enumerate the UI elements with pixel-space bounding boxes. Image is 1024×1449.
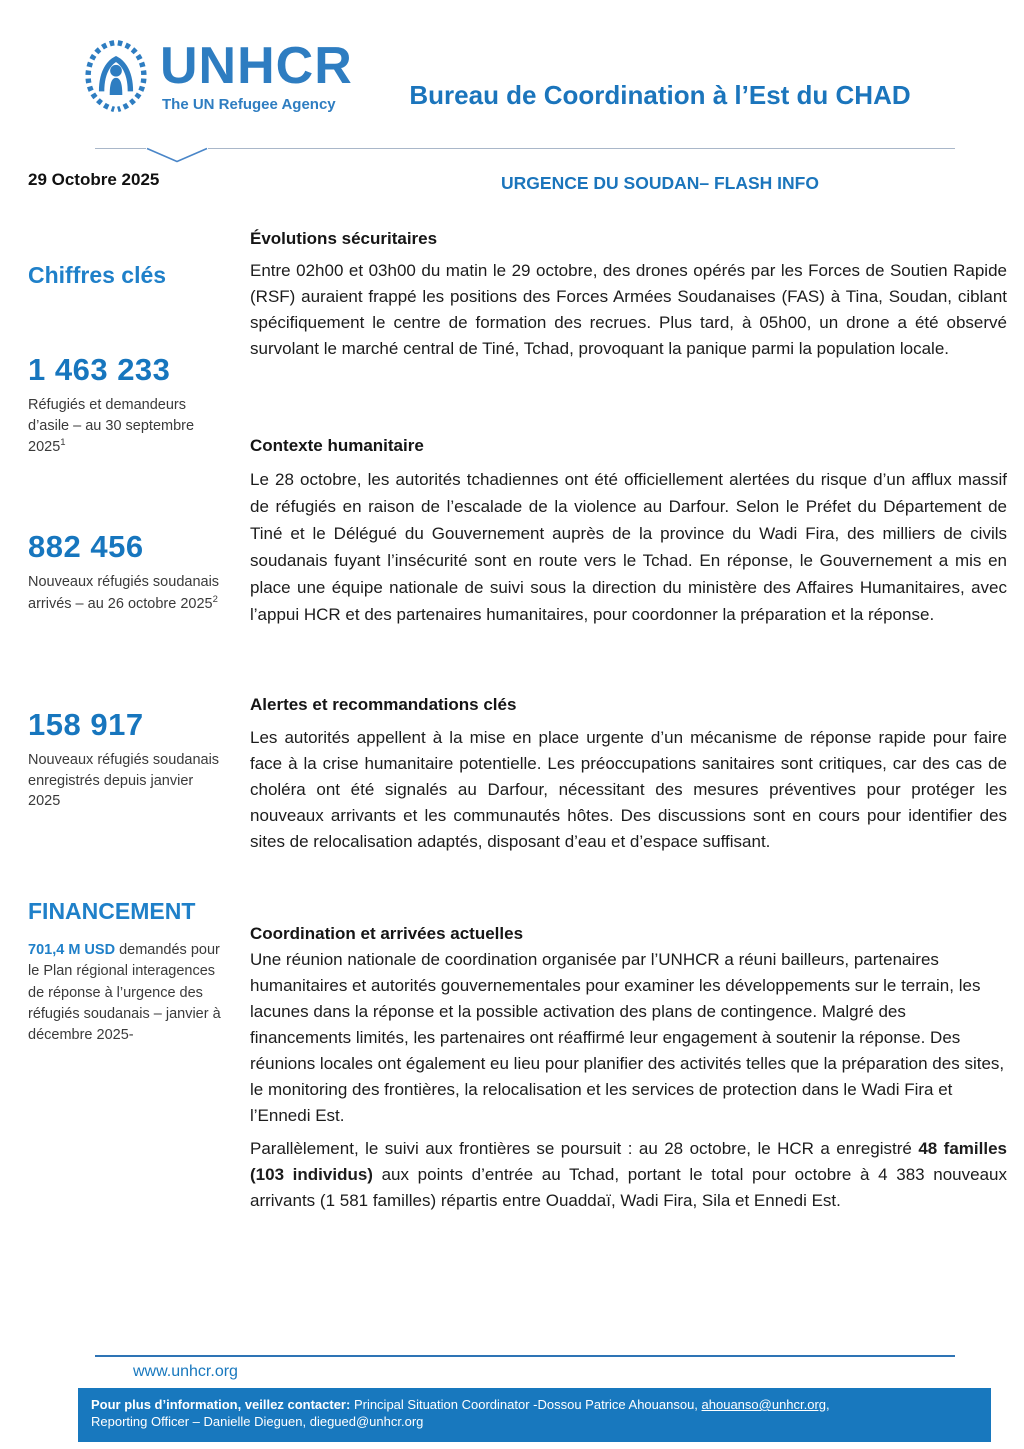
funding-amount: 701,4 M USD [28,942,116,958]
unhcr-emblem-icon [80,36,152,123]
section-body-alerts: Les autorités appellent à la mise en place urgente d’un mécanisme de réponse rapide pour faire face à la crise humanitaire potentielle. Les préoccupations sanitaires sont critiques, car des cas de choléra ont été signalés au Darfour, nécessitant des mesures préventives pour protéger les nouveaux arrivants et les communautés hôtes. Des discussions sont en cours pour identifier des sites de relocalisation adaptés, disposant d’eau et d’espace suffisant. [250,728,1007,851]
contact-line-2: Reporting Officer – Danielle Dieguen, diegued@unhcr.org [91,1414,424,1429]
stat-caption [28,572,223,614]
stat-value: 158 917 [28,707,144,742]
funding-text [28,940,226,1047]
section-body-security: Entre 02h00 et 03h00 du matin le 29 octobre, des drones opérés par les Forces de Soutien Rapide (RSF) auraient frappé les positions des Forces Armées Soudanaises (FAS) à Tina, Soudan, ciblant spécifiquement le centre de formation des recrues. Plus tard, à 05h00, un drone a été observé survolant le marché central de Tiné, Tchad, provoquant la panique parmi la population locale. [250,261,1007,358]
section-heading-security: Évolutions sécuritaires [250,229,438,248]
stat-registered-refugees [28,707,223,812]
contact-separator: , [826,1397,830,1412]
section-body-humanitarian-context: Le 28 octobre, les autorités tchadiennes ont été officiellement alertées du risque d’un afflux massif de réfugiés en raison de l’escalade de la violence au Darfour. Selon le Préfet du Département de Tiné et le Délégué du Gouvernement auprès de la province du Wadi Fira, des milliers de civils soudanais fuyant l’insécurité sont en route vers le Tchad. En réponse, le Gouvernement a mis en place une équipe nationale de suivi sous la direction du ministère des Affaires Humanitaires, avec l’appui HCR et des partenaires humanitaires, pour coordonner la préparation et la réponse. [250,470,1007,624]
flash-info-title: URGENCE DU SOUDAN– FLASH INFO [501,173,819,193]
section-heading-alerts: Alertes et recommandations clés [250,695,517,714]
header-divider [95,148,955,149]
closing-text-end: aux points d’entrée au Tchad, portant le total pour octobre à 4 383 nouveaux arrivants (1 581 familles) répartis entre Ouaddaï, Wadi Fira, Sila et Ennedi Est. [250,1165,1007,1210]
stat-caption-text: Réfugiés et demandeurs d’asile – au 30 septembre 2025 [28,397,195,455]
document-title: Bureau de Coordination à l’Est du CHAD [409,80,911,110]
contact-label: Pour plus d’information, veillez contacter: [91,1397,351,1412]
footnote-marker: 2 [212,593,218,605]
stat-caption-text: Nouveaux réfugiés soudanais enregistrés depuis janvier 2025 [28,752,220,810]
section-body-coordination: Une réunion nationale de coordination organisée par l’UNHCR a réuni bailleurs, partenaires humanitaires et autorités gouvernementales pour examiner les développements sur le terrain, les lacunes dans la réponse et la possible activation des plans de contingence. Malgré des financements limités, les partenaires ont réaffirmé leur engagement à soutenir la réponse. Des réunions locales ont également eu lieu pour planifier des activités telles que la préparation des sites, le monitoring des frontières, la relocalisation et les services de protection dans le Wadi Fira et l’Ennedi Est. [250,950,1005,1125]
chevron-down-icon [146,147,208,169]
unhcr-website-link[interactable]: www.unhcr.org [133,1363,238,1380]
unhcr-wordmark: UNHCR [160,37,353,95]
stat-value: 1 463 233 [28,352,171,387]
funding-description: demandés pour le Plan régional interagences de réponse à l’urgence des réfugiés soudanais – janvier à décembre 2025- [28,942,221,1044]
section-body-border-monitoring [250,1136,1007,1214]
contact-banner [78,1388,991,1442]
section-heading-coordination: Coordination et arrivées actuelles [250,924,524,943]
stat-caption [28,395,223,458]
closing-text-start: Parallèlement, le suivi aux frontières se poursuit : au 28 octobre, le HCR a enregistré [250,1139,919,1158]
unhcr-tagline: The UN Refugee Agency [162,96,336,113]
stat-refugees-asylum-seekers [28,352,223,458]
coordinator-email-link[interactable]: ahouanso@unhcr.org [701,1397,827,1412]
issue-date: 29 Octobre 2025 [28,170,160,189]
closing-text-bold: 48 familles (103 individus) [250,1139,1007,1184]
key-figures-heading: Chiffres clés [28,262,167,288]
stat-new-arrivals [28,529,223,614]
stat-value: 882 456 [28,529,144,564]
footnote-marker: 1 [60,437,66,449]
stat-caption [28,750,223,812]
stat-caption-text: Nouveaux réfugiés soudanais arrivés – au 26 octobre 2025 [28,574,220,612]
contact-line-1 [91,1396,978,1413]
contact-coordinator: Principal Situation Coordinator -Dossou Patrice Ahouansou, [350,1397,702,1412]
funding-heading: FINANCEMENT [28,898,196,924]
footer-divider [95,1355,955,1357]
section-heading-humanitarian-context: Contexte humanitaire [250,436,424,455]
